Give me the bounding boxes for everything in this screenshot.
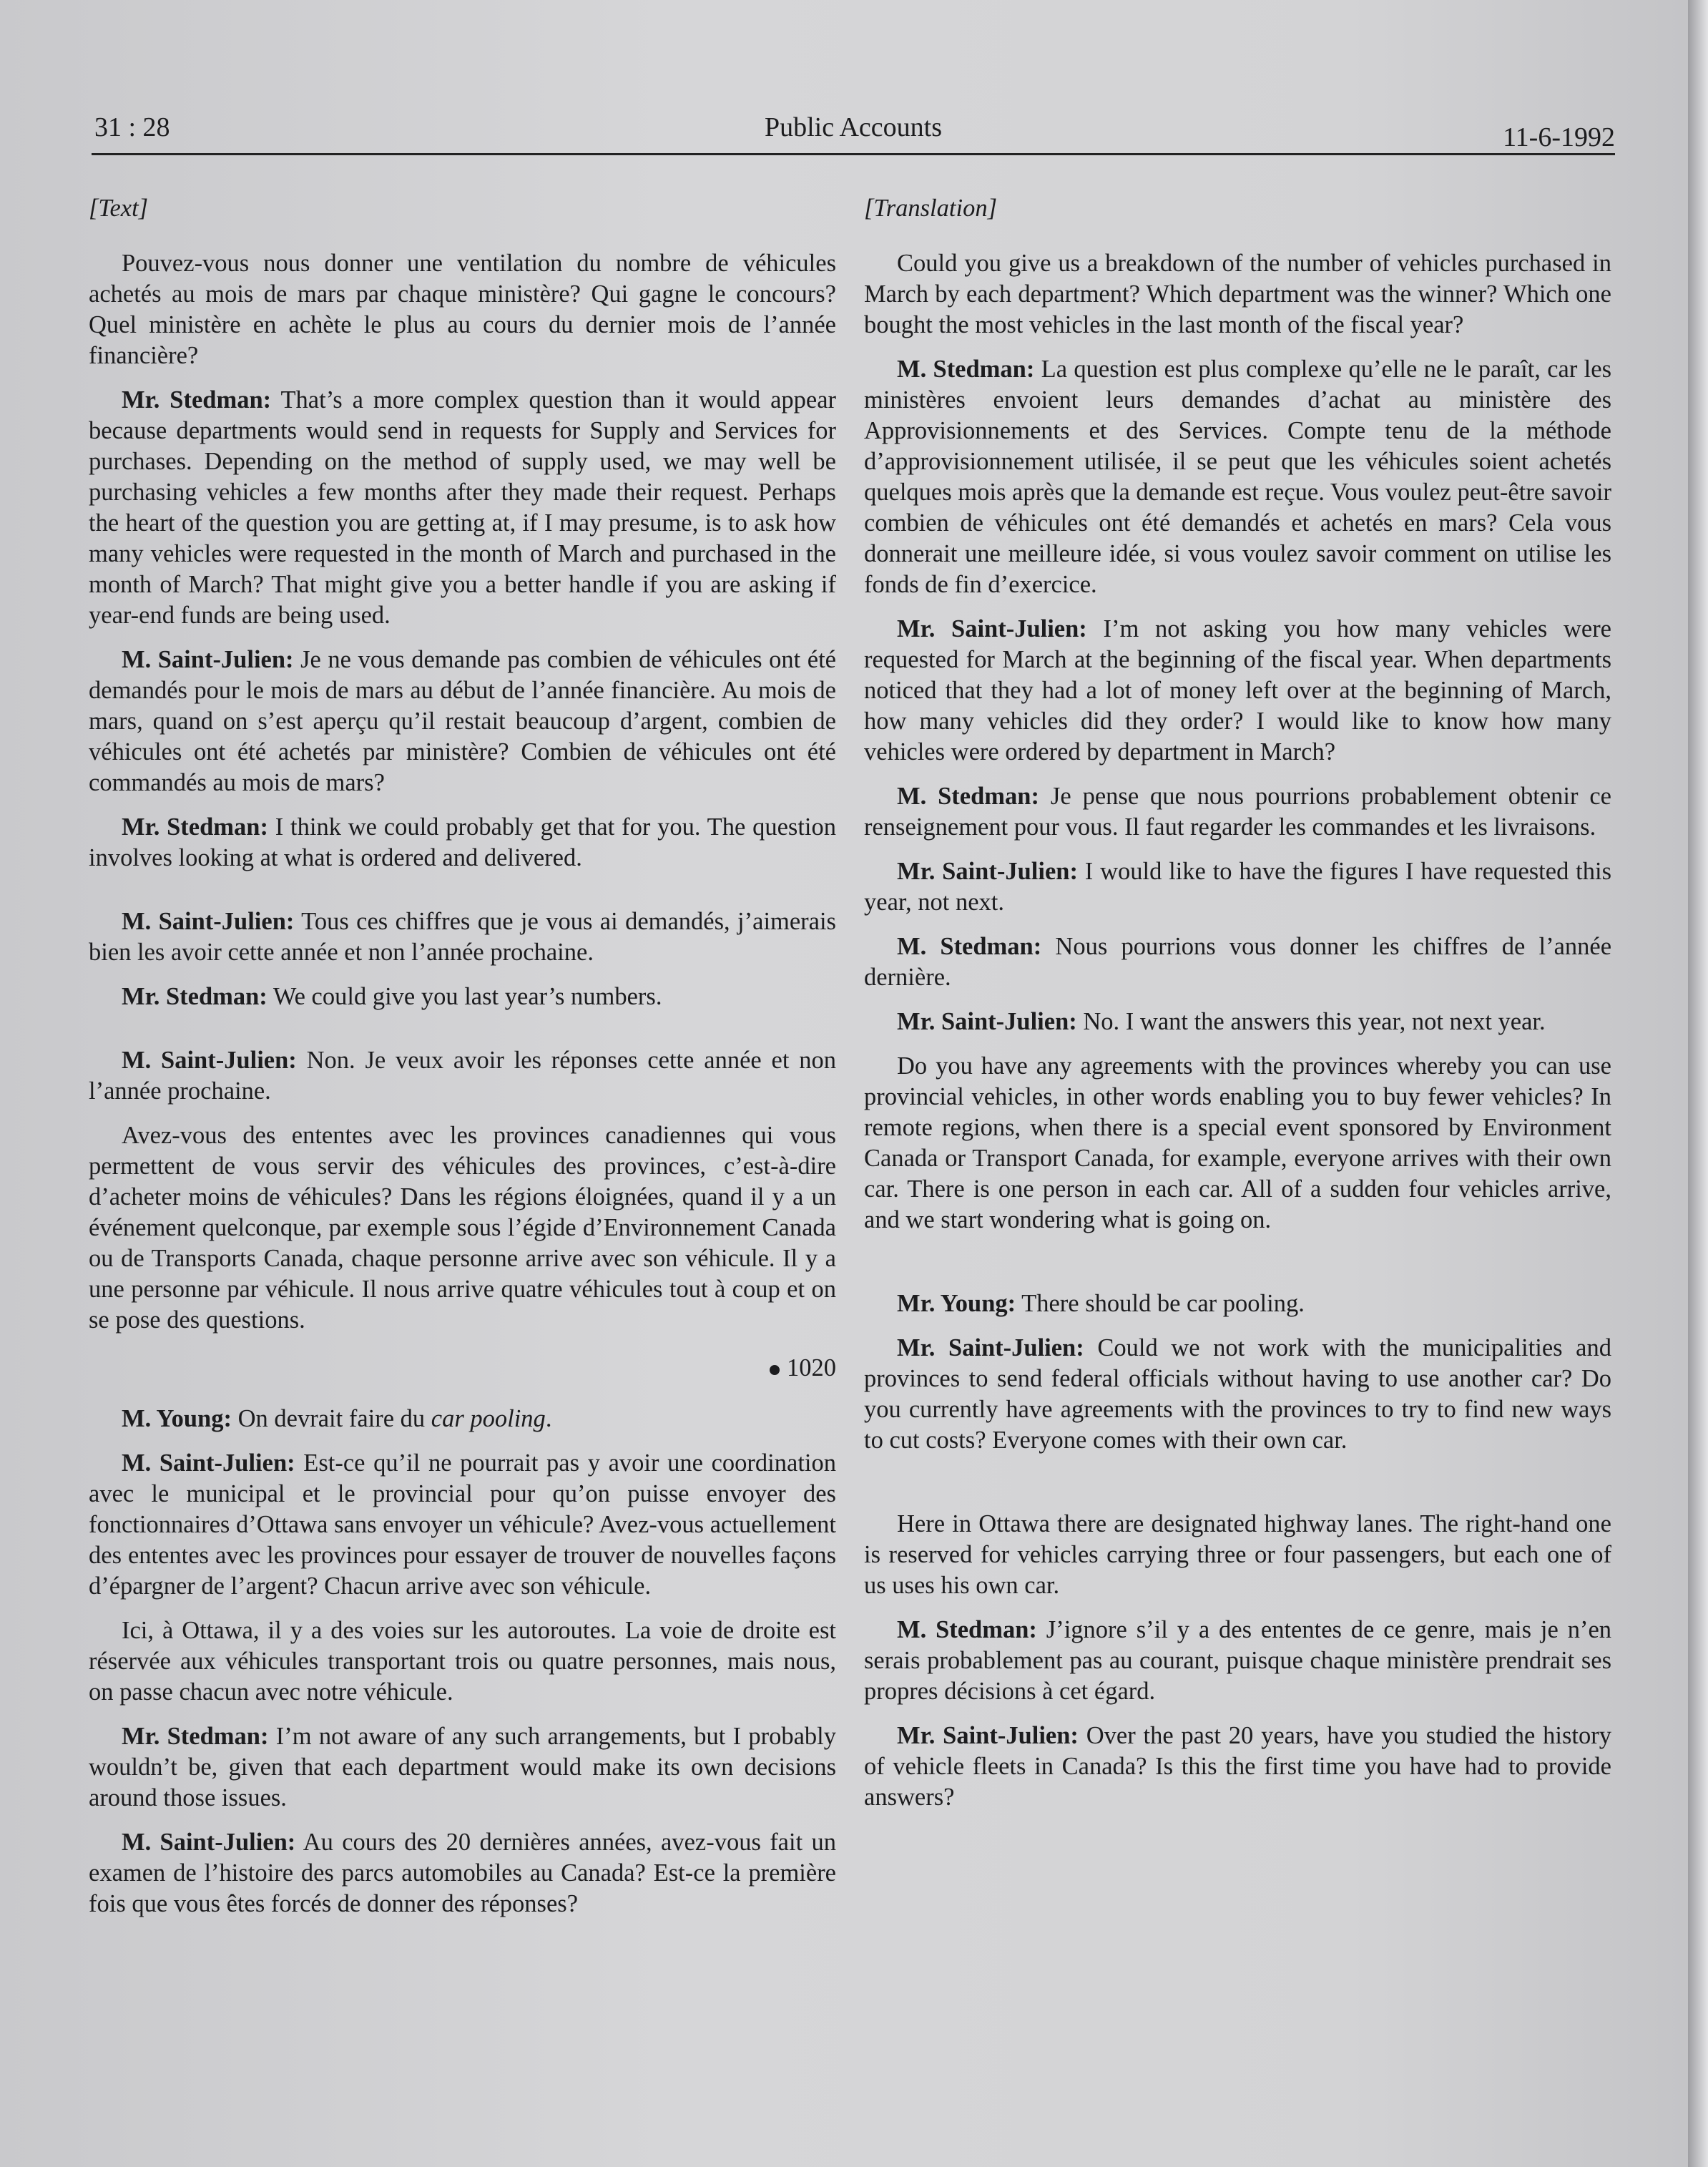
speech-text: Au cours des 20 dernières années, avez-vous fait un examen de l’histoire des parcs automobiles au Canada? Est-ce la première fois que vous êtes forcés de donner des réponses? — [89, 1829, 836, 1917]
paragraph — [89, 1045, 836, 1107]
speaker-name: M. Saint-Julien: — [122, 1829, 296, 1856]
paragraph — [89, 1721, 836, 1814]
time-marker-text: 1020 — [787, 1354, 836, 1381]
speech-text: Je pense que nous pourrions probablement obtenir ce renseignement pour vous. Il faut regarder les commandes et les livraisons. — [864, 783, 1611, 841]
paragraph — [864, 1007, 1611, 1037]
speaker-name: Mr. Saint-Julien: — [897, 615, 1087, 642]
speech-text: I think we could probably get that for you. The question involves looking at what is ordered and delivered. — [89, 813, 836, 871]
column-label: [Text] — [89, 195, 149, 222]
speaker-name: M. Saint-Julien: — [122, 1047, 297, 1074]
speech-text: Non. Je veux avoir les réponses cette année et non l’année prochaine. — [89, 1047, 836, 1105]
speech-text: I’m not aware of any such arrangements, but I probably wouldn’t be, given that each department would make its own decisions around those issues. — [89, 1723, 836, 1811]
paragraph: Pouvez-vous nous donner une ventilation du nombre de véhicules achetés au mois de mars par chaque ministère? Qui gagne le concours? Quel ministère en achète le plus au cours du dernier mois de l’année financière? — [89, 250, 836, 369]
speaker-name: M. Stedman: — [897, 1616, 1037, 1643]
time-marker — [89, 1353, 836, 1384]
speaker-name: Mr. Saint-Julien: — [897, 1334, 1084, 1361]
paragraph — [864, 1721, 1611, 1813]
speaker-name: M. Stedman: — [897, 783, 1039, 810]
paragraph — [89, 906, 836, 968]
speech-text: I’m not asking you how many vehicles were requested for March at the beginning of the fiscal year. When departments noticed that they had a lot of money left over at the beginning of March, how many vehicles did they order? I would like to know how many vehicles were ordered by department in March? — [864, 615, 1611, 765]
speaker-name: Mr. Saint-Julien: — [897, 858, 1078, 885]
paragraph — [864, 614, 1611, 768]
paragraph — [864, 354, 1611, 600]
paragraph — [864, 1333, 1611, 1456]
speech-text: Tous ces chiffres que je vous ai demandés, j’aimerais bien les avoir cette année et non l’année prochaine. — [89, 908, 836, 966]
paragraph — [864, 781, 1611, 843]
speech-text: J’ignore s’il y a des ententes de ce genre, mais je n’en serais probablement pas au courant, puisque chaque ministère prendrait ses propres décisions à cet égard. — [864, 1616, 1612, 1705]
header-date: 11-6-1992 — [1503, 122, 1615, 152]
speaker-name: Mr. Young: — [897, 1290, 1016, 1317]
speaker-name: Mr. Saint-Julien: — [897, 1722, 1079, 1749]
paragraph — [864, 1288, 1611, 1319]
speaker-name: Mr. Stedman: — [122, 386, 272, 414]
paragraph — [89, 1404, 836, 1434]
column-translation — [864, 193, 1611, 1826]
speech-text: There should be car pooling. — [1016, 1290, 1305, 1317]
speaker-name: M. Saint-Julien: — [122, 908, 295, 935]
paragraph — [89, 1448, 836, 1602]
speech-text: La question est plus complexe qu’elle ne le paraît, car les ministères envoient leurs demandes d’achat au ministère des Approvisionnements et des Services. Compte tenu de la méthode d’approvisionnement utilisée, il se peut que les véhicules soient achetés quelques mois après que la demande est reçue. Vous voulez peut-être savoir combien de véhicules ont été demandés et achetés en mars? Cela vous donnerait une meilleure idée, si vous voulez savoir comment on utilise les fonds de fin d’exercice. — [864, 356, 1611, 598]
bullet-icon — [770, 1365, 780, 1375]
speaker-name: M. Stedman: — [897, 933, 1042, 960]
speech-text: Je ne vous demande pas combien de véhicules ont été demandés pour le mois de mars au début de l’année financière. Au mois de mars, quand on s’est aperçu qu’il restait beaucoup d’argent, combien de véhicules ont été achetés par ministère? Combien de véhicules ont été commandés au mois de mars? — [89, 646, 836, 796]
speaker-name: M. Saint-Julien: — [122, 1449, 295, 1477]
paragraph: Here in Ottawa there are designated highway lanes. The right-hand one is reserved for vehicles carrying three or four passengers, but each one of us uses his own car. — [864, 1510, 1611, 1599]
speaker-name: M. Saint-Julien: — [122, 646, 294, 673]
speech-text: I would like to have the figures I have requested this year, not next. — [864, 858, 1611, 916]
speaker-name: Mr. Stedman: — [122, 1723, 269, 1750]
column-original-text — [89, 193, 836, 1933]
paragraph — [864, 856, 1611, 918]
column-label: [Translation] — [864, 195, 997, 222]
speaker-name: Mr. Stedman: — [122, 983, 268, 1010]
paragraph — [864, 931, 1611, 993]
paragraph — [89, 385, 836, 631]
paragraph — [89, 645, 836, 798]
speech-text: Could we not work with the municipalities and provinces to send federal officials without having to use another car? Do you currently have agreements with the provinces to try to find new ways to cut costs? Everyone comes with their own car. — [864, 1334, 1611, 1454]
speech-text: Over the past 20 years, have you studied the history of vehicle fleets in Canada? Is this the first time you have had to provide answers? — [864, 1722, 1611, 1811]
paragraph: Ici, à Ottawa, il y a des voies sur les autoroutes. La voie de droite est réservée aux véhicules transportant trois ou quatre personnes, mais nous, on passe chacun avec notre véhicule. — [89, 1617, 836, 1706]
speaker-name: M. Young: — [122, 1405, 232, 1432]
paragraph — [864, 1615, 1611, 1707]
page-title: Public Accounts — [764, 112, 943, 142]
page-edge — [1688, 0, 1708, 2167]
speech-text: On devrait faire du — [232, 1405, 431, 1432]
speech-text: No. I want the answers this year, not next year. — [1076, 1008, 1546, 1035]
speech-text: Nous pourrions vous donner les chiffres de l’année dernière. — [864, 933, 1612, 991]
paragraph: Avez-vous des ententes avec les provinces canadiennes qui vous permettent de vous servir des véhicules des provinces, c’est-à-dire d’acheter moins de véhicules? Dans les régions éloignées, quand il y a un événement quelconque, par exemple sous l’égide d’Environnement Canada ou de Transports Canada, chaque personne arrive avec son véhicule. Il y a une personne par véhicule. Il nous arrive quatre véhicules tout à coup et on se pose des questions. — [89, 1122, 836, 1334]
running-header — [92, 109, 1615, 155]
speaker-name: M. Stedman: — [897, 356, 1035, 383]
speech-emphasis: car pooling — [431, 1405, 546, 1432]
paragraph: Do you have any agreements with the provinces whereby you can use provincial vehicles, in other words enabling you to buy fewer vehicles? In remote regions, when there is a special event sponsored by Environment Canada or Transport Canada, for example, everyone arrives with their own car. There is one person in each car. All of a sudden four vehicles arrive, and we start wondering what is going on. — [864, 1052, 1611, 1233]
speech-text: That’s a more complex question than it would appear because departments would send in requests for Supply and Services for purchases. Depending on the method of supply used, we may well be purchasing vehicles a few months after they made their request. Perhaps the heart of the question you are getting at, if I may presume, is to ask how many vehicles were requested in the month of March and purchased in the month of March? That might give you a better handle if you are asking if year-end funds are being used. — [89, 386, 836, 629]
paragraph — [89, 1827, 836, 1919]
paragraph — [89, 812, 836, 874]
speaker-name: Mr. Stedman: — [122, 813, 268, 841]
paragraph — [89, 982, 836, 1012]
page-number: 31 : 28 — [94, 112, 170, 142]
speech-text: . — [545, 1405, 552, 1432]
speaker-name: Mr. Saint-Julien: — [897, 1008, 1077, 1035]
speech-text: Est-ce qu’il ne pourrait pas y avoir une coordination avec le municipal et le provincial pour qu’on puisse envoyer des fonctionnaires d’Ottawa sans envoyer un véhicule? Avez-vous actuellement des ententes avec les provinces pour essayer de trouver de nouvelles façons d’épargner de l’argent? Chacun arrive avec son véhicule. — [89, 1449, 836, 1600]
speech-text: We could give you last year’s numbers. — [267, 983, 662, 1010]
paragraph: Could you give us a breakdown of the number of vehicles purchased in March by each department? Which department was the winner? Which one bought the most vehicles in the last month of the fiscal year? — [864, 250, 1611, 338]
